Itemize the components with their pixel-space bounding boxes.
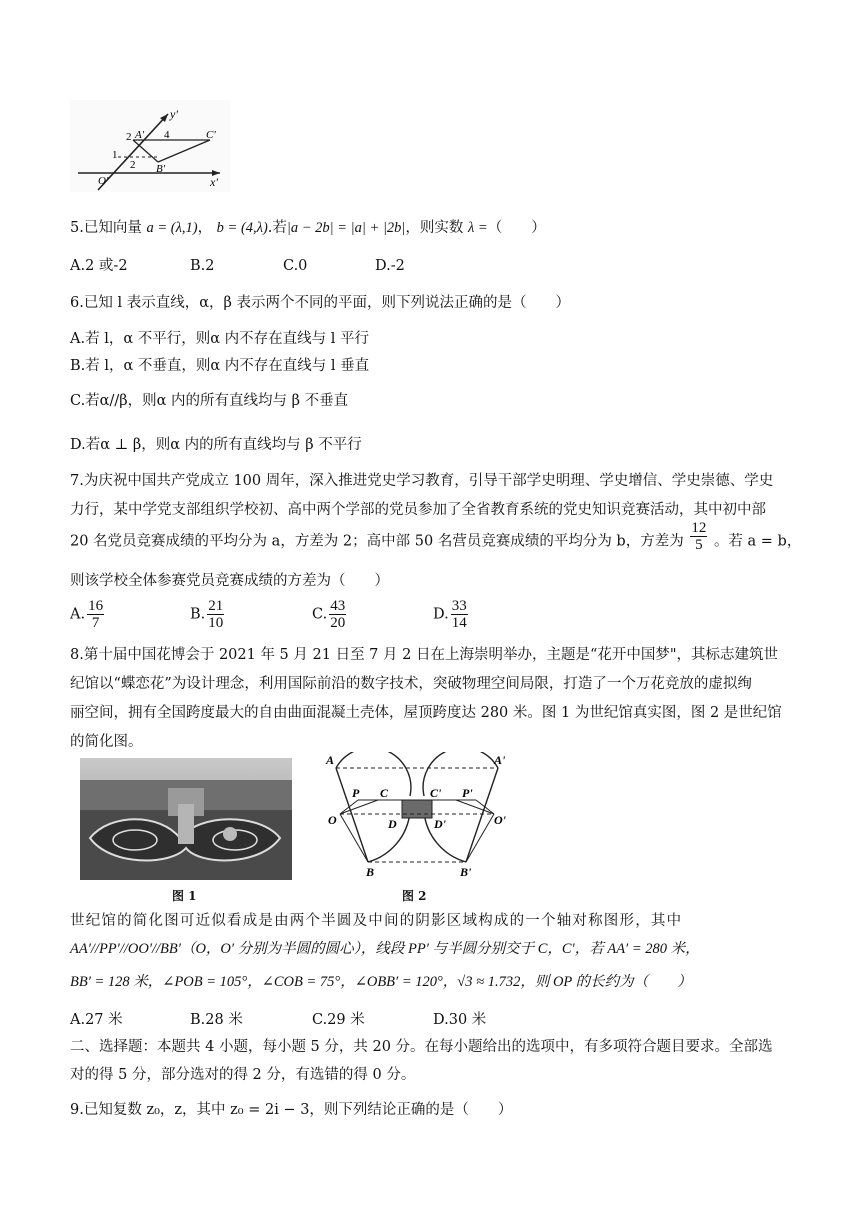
oblique-axes-figure: [70, 100, 230, 192]
point-a-label: A': [135, 129, 145, 141]
q5-vector-a: a = (λ,1): [146, 220, 198, 236]
origin-label: O': [98, 175, 109, 187]
q7-b-num: 21: [208, 598, 224, 614]
y-axis-label: y': [170, 107, 178, 121]
point-b-label: B': [156, 163, 166, 175]
tick-1-label: 1: [112, 149, 118, 161]
q7-option-c-frac: [329, 598, 346, 631]
question-8-line-2: 纪馆以“蝶恋花”为设计理念，利用国际前沿的数字技术，突破物理空间局限，打造了一个万花竞放的虚拟绚: [70, 676, 752, 692]
q6-option-c: C.若α//β，则α 内的所有直线均与 β 不垂直: [70, 393, 349, 409]
q5-text-d: ，则实数: [405, 220, 464, 236]
q7-a-num: 16: [88, 598, 104, 614]
q7-c-num: 43: [330, 598, 346, 614]
diagram-label-p-prime: P': [462, 786, 473, 800]
question-7-line-2: 力行，某中学党支部组织学校初、高中两个学部的党员参加了全省教育系统的党史知识竞赛活动，其中初中部: [70, 502, 766, 518]
q7-d-num: 33: [451, 598, 467, 614]
question-6-stem: 6.已知 l 表示直线，α，β 表示两个不同的平面，则下列说法正确的是（ ）: [70, 295, 570, 311]
question-7-line-1: 7.为庆祝中国共产党成立 100 周年，深入推进党史学习教育，引导干部学史明理、学史增信、学史崇德、学史: [70, 473, 774, 489]
q8-option-a: A.27 米: [70, 1012, 123, 1028]
q7-option-b-label: B.: [190, 606, 206, 623]
q8-option-d: D.30 米: [433, 1012, 487, 1028]
figure-1-caption: 图 1: [172, 889, 197, 903]
diagram-label-d-prime: D': [434, 817, 446, 831]
diagram-label-b: B: [366, 865, 375, 879]
q5-paren: （ ）: [487, 220, 546, 236]
question-7-line-4: 则该学校全体参赛党员竞赛成绩的方差为（ ）: [70, 573, 389, 589]
q7-option-a-frac: [87, 598, 104, 631]
question-8-line-1: 8.第十届中国花博会于 2021 年 5 月 21 日至 7 月 2 日在上海崇明举办，主题是“花开中国梦"，其标志建筑世: [70, 647, 779, 663]
q7-d-den: 14: [451, 615, 467, 631]
question-8-line-5: 世纪馆的简化图可近似看成是由两个半圆及中间的阴影区域构成的一个轴对称图形，其中: [70, 913, 683, 929]
q5-text-b: ，: [197, 220, 213, 236]
q5-option-d: D.-2: [375, 258, 405, 274]
q7-variance-fraction: [690, 520, 707, 553]
question-9-stem: 9.已知复数 z₀，z，其中 z₀ = 2i − 3，则下列结论正确的是（ ）: [70, 1102, 513, 1118]
q5-option-c: C.0: [283, 258, 308, 274]
q7-option-a: [70, 598, 106, 631]
q7-frac-den: 5: [695, 537, 703, 553]
expo-photo-figure: [80, 758, 292, 880]
question-8-line-4: 的简化图。: [70, 734, 143, 750]
q7-option-b-frac: [207, 598, 224, 631]
q5-lambda: λ =: [468, 220, 488, 236]
question-8-line-7: BB′ = 128 米，∠POB = 105°，∠COB = 75°，∠OBB′ = 120°，√3 ≈ 1.732，则 OP 的长约为（ ）: [70, 974, 692, 990]
q7-a-den: 7: [91, 615, 100, 631]
q5-text-c: .若: [267, 220, 287, 236]
q7-option-a-label: A.: [70, 606, 86, 623]
q7-frac-num: 12: [691, 520, 707, 536]
q6-option-d: D.若α ⊥ β，则α 内的所有直线均与 β 不平行: [70, 437, 362, 453]
question-7-line-3: [70, 520, 802, 553]
diagram-label-p: P: [352, 786, 360, 800]
x-axis-label: x': [210, 175, 218, 189]
q5-text-a: 5.已知向量: [70, 220, 142, 236]
section-2-line-2: 对的得 5 分，部分选对的得 2 分，有选错的得 0 分。: [70, 1067, 416, 1083]
figure-2-caption: 图 2: [402, 889, 427, 903]
question-5-stem: [70, 219, 546, 237]
q7-option-c: [312, 598, 348, 631]
expo-simplified-diagram: [318, 752, 508, 880]
point-c-label: C': [206, 129, 216, 141]
q7-option-d-label: D.: [433, 606, 449, 623]
tick-4-label: 4: [164, 129, 170, 141]
q7-c-den: 20: [330, 615, 346, 631]
tick-2-label: 2: [126, 131, 132, 143]
diagram-label-a: A: [326, 753, 335, 767]
diagram-label-d: D: [388, 817, 397, 831]
section-2-line-1: 二、选择题：本题共 4 小题，每小题 5 分，共 20 分。在每小题给出的选项中，有多项符合题目要求。全部选: [70, 1039, 773, 1055]
q7-line-3a: 20 名党员竞赛成绩的平均分为 a，方差为 2；高中部 50 名营员竞赛成绩的平均分为 b，方差为: [70, 533, 684, 550]
q5-vector-b: b = (4,λ): [216, 220, 268, 236]
q7-option-b: [190, 598, 226, 631]
diagram-label-b-prime: B': [460, 865, 472, 879]
diagram-label-c: C: [380, 786, 389, 800]
q7-option-d: [433, 598, 470, 631]
diagram-label-c-prime: C': [430, 786, 442, 800]
question-8-line-6: AA′//PP′//OO′//BB′（O，O′ 分别为半圆的圆心），线段 PP′ 与半圆分别交于 C，C′，若 AA′ = 280 米，: [70, 941, 700, 957]
q7-option-d-frac: [451, 598, 468, 631]
diagram-label-o-prime: O': [494, 813, 506, 827]
q5-option-b: B.2: [190, 258, 215, 274]
q5-condition: |a − 2b| = |a| + |2b|: [286, 220, 406, 236]
q7-option-c-label: C.: [312, 606, 328, 623]
q6-option-b: B.若 l，α 不垂直，则α 内不存在直线与 l 垂直: [70, 358, 370, 374]
diagram-label-a-prime: A': [494, 753, 506, 767]
tick-2b-label: 2: [130, 159, 136, 171]
q8-option-c: C.29 米: [312, 1012, 365, 1028]
q7-line-3b: 。若 a = b，: [713, 533, 802, 550]
question-8-line-3: 丽空间，拥有全国跨度最大的自由曲面混凝土壳体，屋顶跨度达 280 米。图 1 为世纪馆真实图，图 2 是世纪馆: [70, 705, 782, 721]
q7-b-den: 10: [208, 615, 224, 631]
q5-option-a: A.2 或-2: [70, 258, 128, 274]
q8-option-b: B.28 米: [190, 1012, 243, 1028]
diagram-label-o: O: [328, 813, 337, 827]
q6-option-a: A.若 l，α 不平行，则α 内不存在直线与 l 平行: [70, 331, 369, 347]
